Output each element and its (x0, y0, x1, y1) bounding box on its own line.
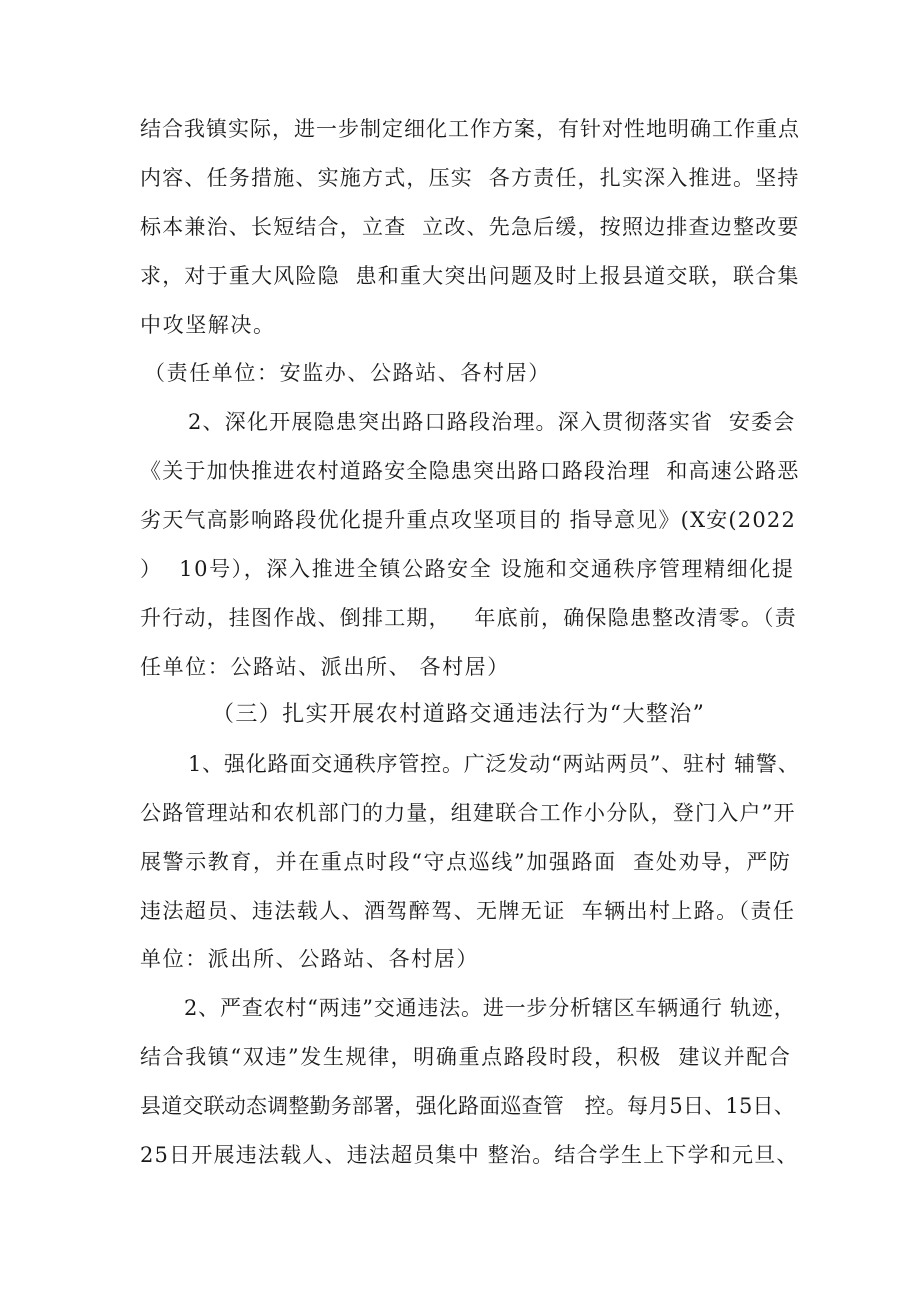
paragraph-4-line-3: 县道交联动态调整勤务部署，强化路面巡查管 控。每月5日、15日、 (140, 1094, 795, 1118)
paragraph-2-line-2: 《关于加快推进农村道路安全隐患突出路口路段治理 和高速公路恶 (140, 459, 800, 483)
paragraph-1-line-4: 求，对于重大风险隐 患和重大突出问题及时上报县道交联，联合集 (140, 264, 800, 288)
paragraph-3-line-1: 1、强化路面交通秩序管控。广泛发动“两站两员”、驻村 辅警、 (188, 752, 800, 776)
paragraph-2-line-6: 任单位：公路站、派出所、 各村居） (140, 655, 510, 679)
section-heading: （三）扎实开展农村道路交通违法行为“大整治” (212, 702, 706, 727)
paragraph-2-line-3: 劣天气高影响路段优化提升重点攻坚项目的 指导意见》(X安(2022 (140, 508, 797, 532)
paragraph-1-line-2: 内容、任务措施、实施方式，压实 各方责任，扎实深入推进。坚持 (140, 166, 800, 190)
paragraph-4-line-1: 2、严查农村“两违”交通违法。进一步分析辖区车辆通行 轨迹， (184, 996, 796, 1020)
paragraph-2-line-4: ） 10号），深入推进全镇公路安全 设施和交通秩序管理精细化提 (140, 557, 795, 581)
paragraph-4-line-2: 结合我镇“双违”发生规律，明确重点路段时段，积极 建议并配合 (140, 1045, 792, 1069)
paragraph-3-line-3: 展警示教育，并在重点时段“守点巡线”加强路面 查处劝导，严防 (140, 850, 792, 874)
paragraph-3-line-5: 单位：派出所、公路站、各村居） (140, 947, 479, 971)
paragraph-4-line-4: 25日开展违法载人、违法超员集中 整治。结合学生上下学和元旦、 (140, 1143, 799, 1167)
responsibility-note-1: （责任单位：安监办、公路站、各村居） (144, 361, 551, 385)
paragraph-2-line-1: 2、深化开展隐患突出路口路段治理。深入贯彻落实省 安委会 (188, 410, 796, 434)
paragraph-3-line-4: 违法超员、违法载人、酒驾醉驾、无牌无证 车辆出村上路。（责任 (140, 899, 796, 923)
paragraph-1-line-3: 标本兼治、长短结合，立查 立改、先急后缓，按照边排查边整改要 (140, 215, 800, 239)
paragraph-1-line-5: 中攻坚解决。 (140, 313, 276, 337)
paragraph-3-line-2: 公路管理站和农机部门的力量，组建联合工作小分队，登门入户”开 (140, 801, 796, 825)
paragraph-1-line-1: 结合我镇实际，进一步制定细化工作方案，有针对性地明确工作重点 (140, 117, 800, 141)
paragraph-2-line-5: 升行动，挂图作战、倒排工期， 年底前，确保隐患整改清零。（责 (140, 606, 797, 630)
